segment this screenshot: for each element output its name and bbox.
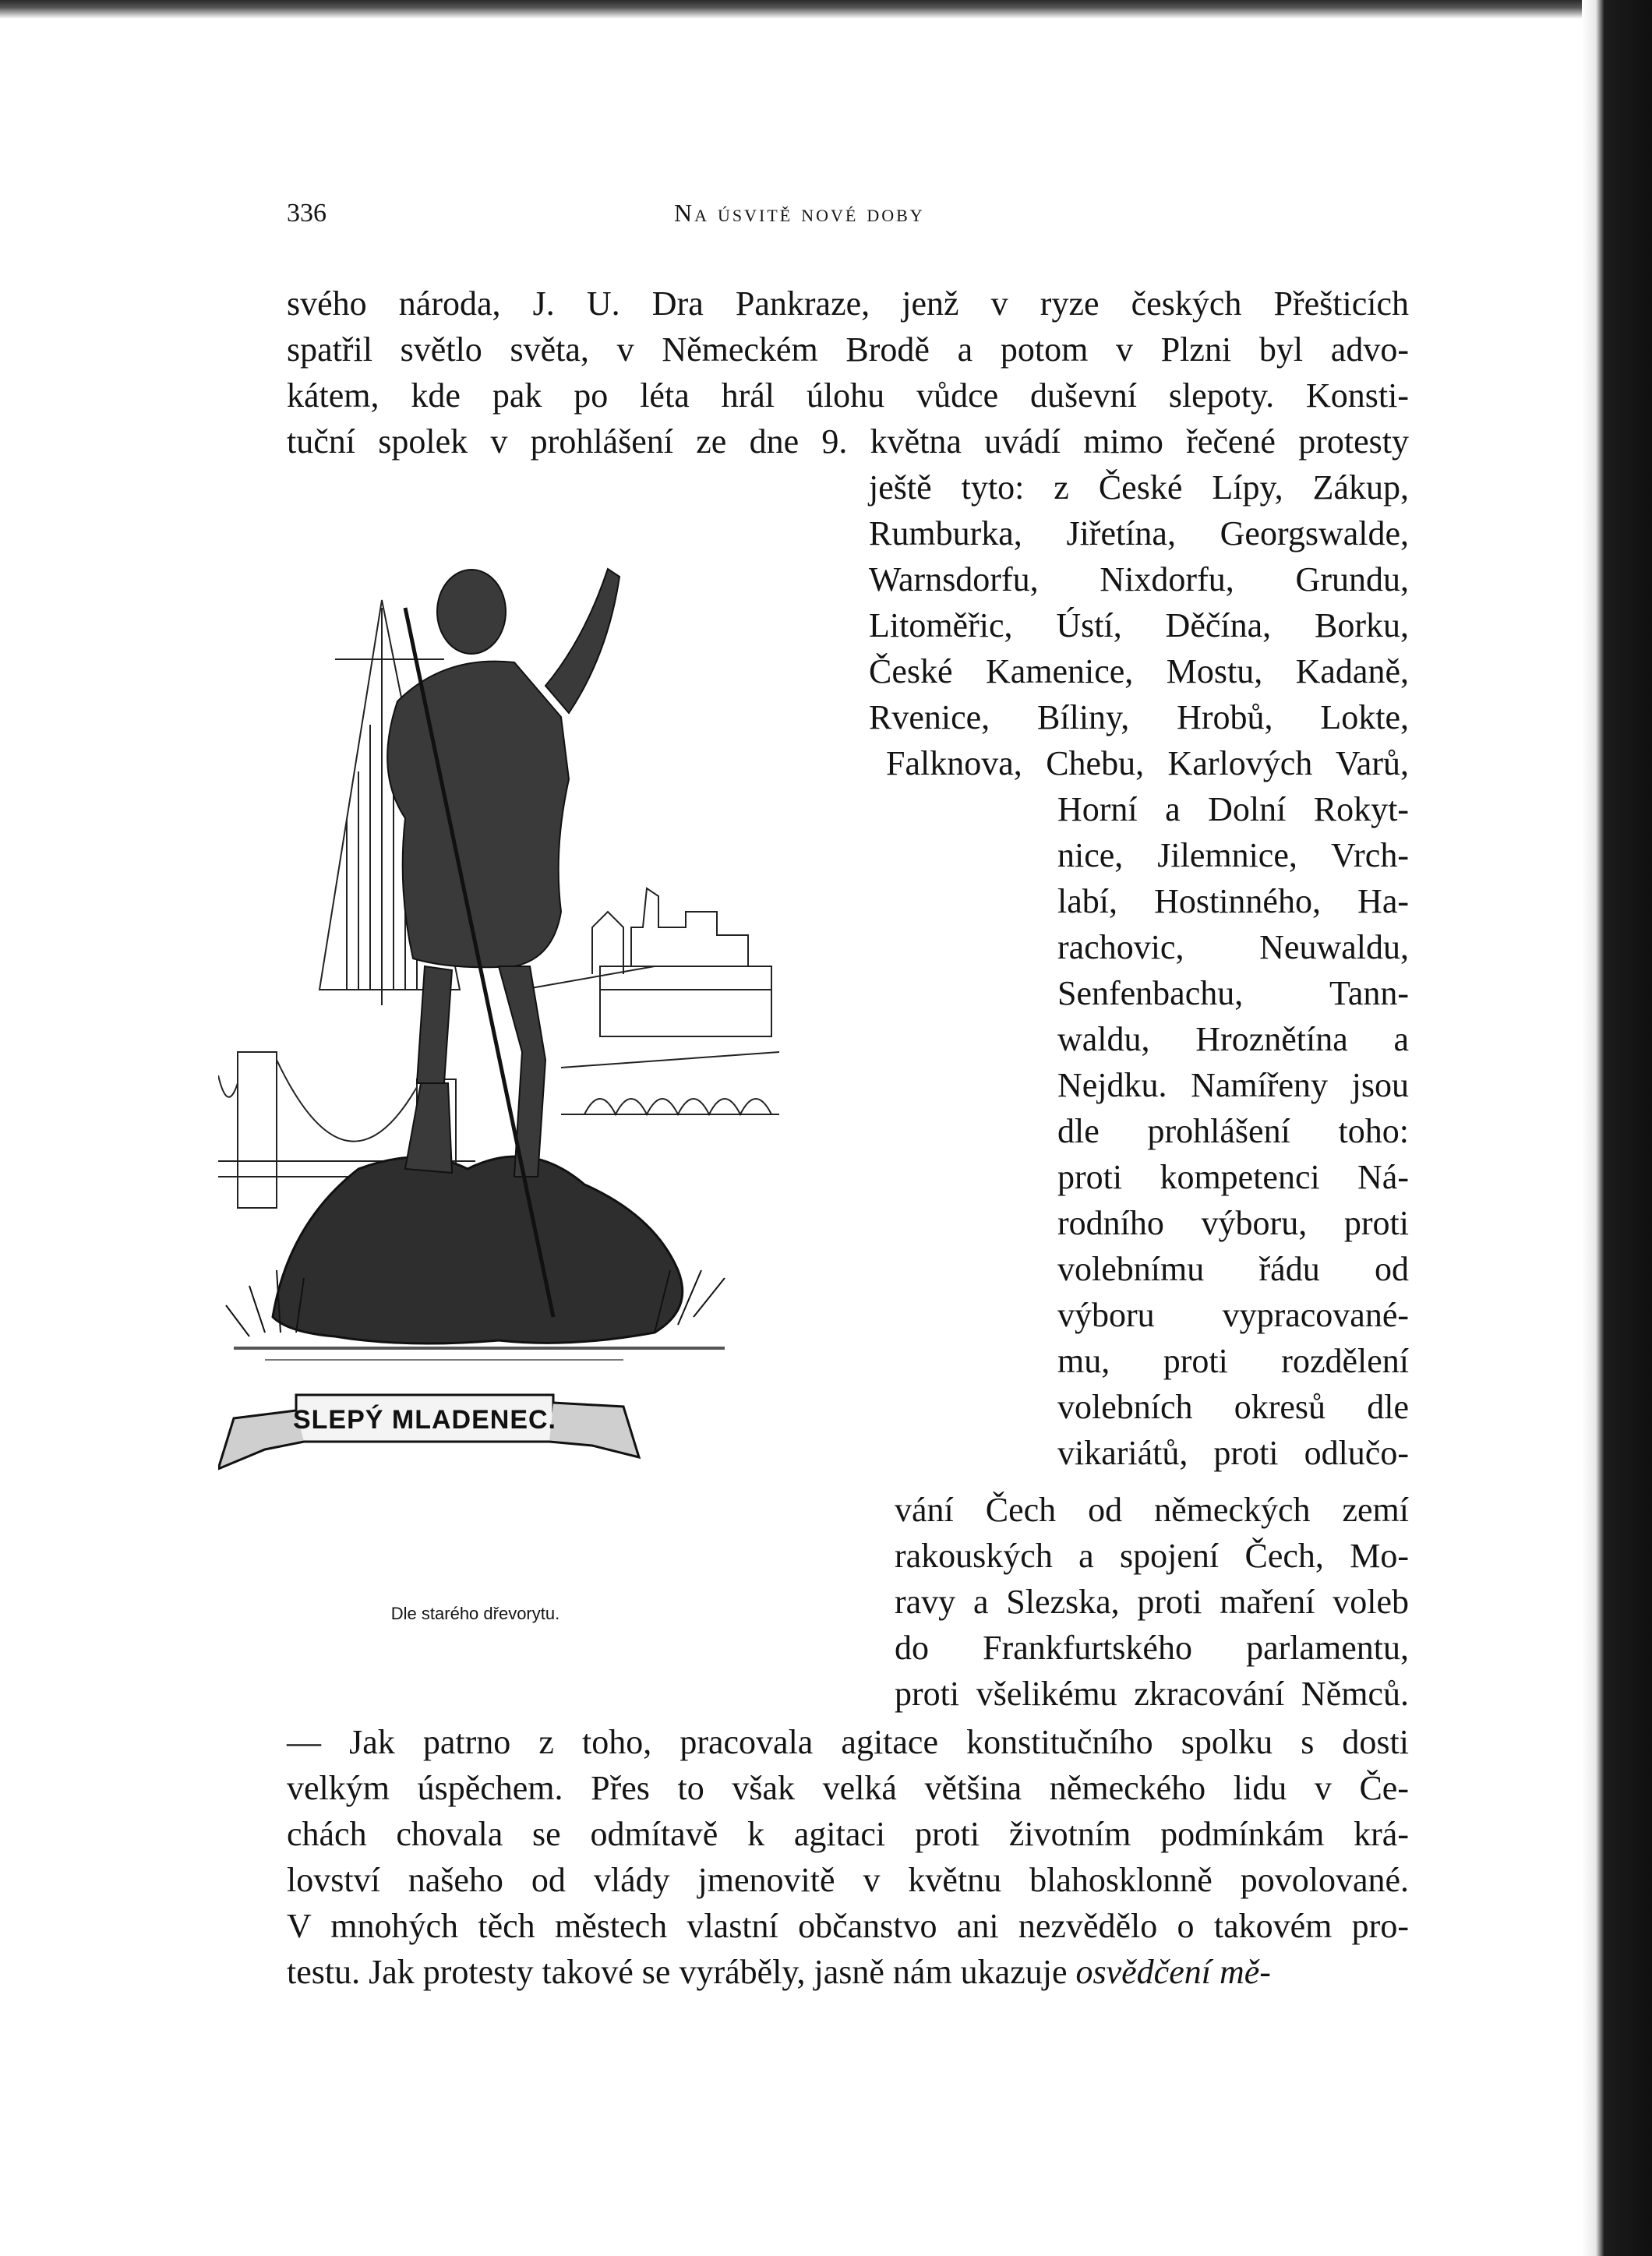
text-line: labí, Hostinného, Ha- <box>1057 882 1409 920</box>
last-line-plain: testu. Jak protesty takové se vyráběly, jasně nám ukazuje <box>287 1953 1076 1991</box>
banner-label: SLEPÝ MLADENEC. <box>292 1405 557 1435</box>
text-line: lovství našeho od vlády jmenovitě v květnu blahosklonně povolované. <box>287 1861 1409 1899</box>
text-line: mu, proti rozdělení <box>1057 1342 1409 1380</box>
page-number: 336 <box>287 199 327 228</box>
text-line: nice, Jilemnice, Vrch- <box>1057 836 1409 874</box>
text-line: kátem, kde pak po léta hrál úlohu vůdce duševní slepoty. Konsti- <box>287 376 1409 415</box>
text-line: proti všelikému zkracování Němců. <box>895 1675 1409 1713</box>
last-line-italic: osvědčení mě- <box>1075 1953 1271 1991</box>
text-line: volebnímu řádu od <box>1057 1250 1409 1288</box>
text-line: proti kompetenci Ná- <box>1057 1158 1409 1196</box>
text-line: Rvenice, Bíliny, Hrobů, Lokte, <box>869 698 1409 736</box>
text-line: vání Čech od německých zemí <box>895 1491 1409 1529</box>
text-line: Rumburka, Jiřetína, Georgswalde, <box>869 514 1409 553</box>
text-line: Senfenbachu, Tann- <box>1057 974 1409 1012</box>
scan-right-edge <box>1582 0 1652 2256</box>
running-title: Na úsvitě nové doby <box>674 199 925 227</box>
text-line: vikariátů, proti odlučo- <box>1057 1434 1409 1472</box>
text-line: ravy a Slezska, proti maření voleb <box>895 1583 1409 1621</box>
text-line: rachovic, Neuwaldu, <box>1057 928 1409 966</box>
text-line: dle prohlášení toho: <box>1057 1112 1409 1150</box>
text-line: České Kamenice, Mostu, Kadaně, <box>869 652 1409 690</box>
figure-caption: Dle starého dřevorytu. <box>390 1604 560 1623</box>
text-line: spatřil světlo světa, v Německém Brodě a potom v Plzni byl advo- <box>287 330 1409 369</box>
text-line: V mnohých těch městech vlastní občanstvo ani nezvědělo o takovém pro- <box>287 1907 1409 1945</box>
text-line: ještě tyto: z České Lípy, Zákup, <box>869 468 1409 507</box>
text-line: svého národa, J. U. Dra Pankraze, jenž v ryze českých Přešticích <box>287 284 1409 323</box>
text-line: do Frankfurtského parlamentu, <box>895 1629 1409 1667</box>
rock-shape <box>273 1156 683 1343</box>
text-line: Nejdku. Namířeny jsou <box>1057 1066 1409 1104</box>
text-line: velkým úspěchem. Přes to však velká většina německého lidu v Če- <box>287 1769 1409 1807</box>
text-line: rakouských a spojení Čech, Mo- <box>895 1537 1409 1575</box>
text-line: waldu, Hroznětína a <box>1057 1020 1409 1058</box>
woodcut-illustration <box>218 522 857 1574</box>
text-line: výboru vypracované- <box>1057 1296 1409 1334</box>
text-line: tuční spolek v prohlášení ze dne 9. května uvádí mimo řečené protesty <box>287 422 1409 461</box>
text-line: Horní a Dolní Rokyt- <box>1057 790 1409 828</box>
text-line: — Jak patrno z toho, pracovala agitace konstitučního spolku s dosti <box>287 1723 1409 1761</box>
text-line: Litoměřic, Ústí, Děčína, Borku, <box>869 606 1409 644</box>
text-line-last <box>287 1951 1409 1994</box>
text-line: volebních okresů dle <box>1057 1388 1409 1426</box>
scan-top-edge <box>0 0 1582 19</box>
text-line: rodního výboru, proti <box>1057 1204 1409 1242</box>
text-line: Falknova, Chebu, Karlových Varů, <box>886 744 1409 782</box>
text-line: chách chovala se odmítavě k agitaci proti životním podmínkám krá- <box>287 1815 1409 1853</box>
text-line: Warnsdorfu, Nixdorfu, Grundu, <box>869 560 1409 598</box>
